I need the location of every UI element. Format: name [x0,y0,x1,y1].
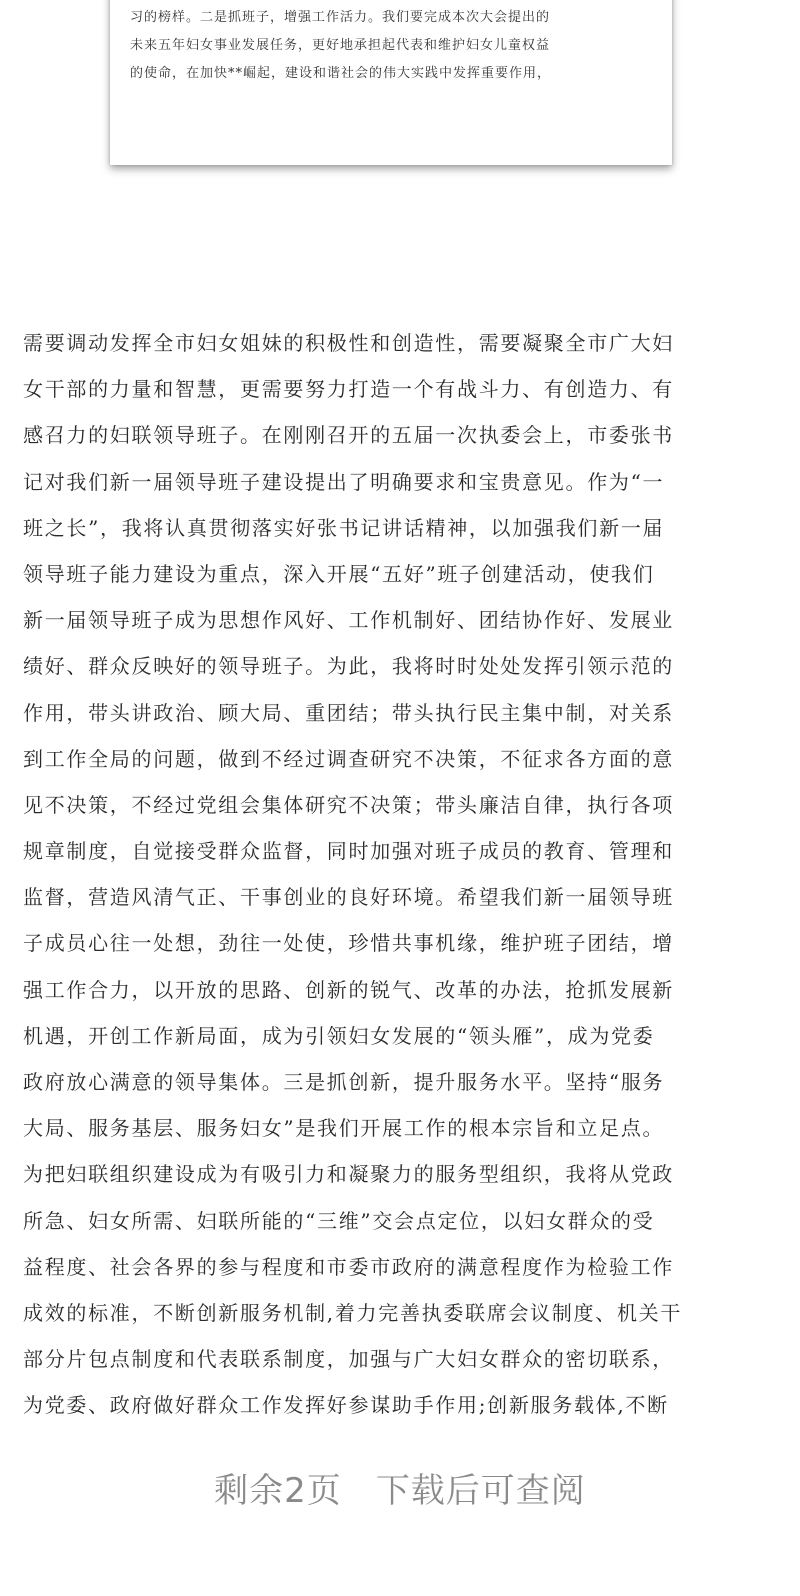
document-body [23,320,783,1429]
body-line: 政府放心满意的领导集体。三是抓创新，提升服务水平。坚持“服务 [23,1070,665,1094]
download-prompt-label: 下载后可查阅 [375,1471,586,1511]
remaining-pages-label: 剩余2页 [214,1471,342,1511]
body-line: 记对我们新一届领导班子建设提出了明确要求和宝贵意见。作为“一 [23,469,665,494]
body-line: 到工作全局的问题，做到不经过调查研究不决策，不征求各方面的意 [23,746,674,771]
body-line: 部分片包点制度和代表联系制度，加强与广大妇女群众的密切联系， [23,1347,674,1372]
body-line: 绩好、群众反映好的领导班子。为此，我将时时处处发挥引领示范的 [23,654,674,679]
body-line: 所急、妇女所需、妇联所能的“三维”交会点定位，以妇女群众的受 [23,1208,655,1233]
body-line: 子成员心往一处想，劲往一处使，珍惜共事机缘，维护班子团结，增 [23,931,674,956]
body-line: 见不决策，不经过党组会集体研究不决策；带头廉洁自律，执行各项 [23,792,674,817]
body-line: 感召力的妇联领导班子。在刚刚召开的五届一次执委会上，市委张书 [23,423,674,448]
body-line: 成效的标准，不断创新服务机制,着力完善执委联席会议制度、机关干 [23,1300,683,1325]
body-line: 规章制度，自觉接受群众监督，同时加强对班子成员的教育、管理和 [23,839,674,864]
download-to-read-notice[interactable] [0,1466,800,1516]
body-line: 强工作合力，以开放的思路、创新的锐气、改革的办法，抢抓发展新 [23,977,674,1002]
preview-line: 习的榜样。二是抓班子，增强工作活力。我们要完成本次大会提出的 [130,10,551,25]
body-line: 监督，营造风清气正、干事创业的良好环境。希望我们新一届领导班 [23,885,674,910]
body-line: 益程度、社会各界的参与程度和市委市政府的满意程度作为检验工作 [23,1254,674,1279]
preview-line: 的使命，在加快**崛起，建设和谐社会的伟大实践中发挥重要作用， [130,66,552,81]
preview-line: 未来五年妇女事业发展任务，更好地承担起代表和维护妇女儿童权益 [130,38,551,53]
body-line: 新一届领导班子成为思想作风好、工作机制好、团结协作好、发展业 [23,608,674,633]
body-line: 为把妇联组织建设成为有吸引力和凝聚力的服务型组织，我将从党政 [23,1162,674,1187]
body-line: 女干部的力量和智慧，更需要努力打造一个有战斗力、有创造力、有 [23,377,674,402]
preview-page-card [110,0,672,165]
body-line: 为党委、政府做好群众工作发挥好参谋助手作用;创新服务载体,不断 [23,1393,669,1418]
preview-text-block [130,4,650,88]
body-line: 领导班子能力建设为重点，深入开展“五好”班子创建活动，使我们 [23,561,655,586]
body-line: 需要调动发挥全市妇女姐妹的积极性和创造性，需要凝聚全市广大妇 [23,331,674,355]
body-line: 班之长”，我将认真贯彻落实好张书记讲话精神，以加强我们新一届 [23,515,665,540]
body-line: 机遇，开创工作新局面，成为引领妇女发展的“领头雁”，成为党委 [23,1023,655,1048]
body-line: 作用，带头讲政治、顾大局、重团结；带头执行民主集中制，对关系 [23,700,674,725]
body-line: 大局、服务基层、服务妇女”是我们开展工作的根本宗旨和立足点。 [23,1116,665,1141]
